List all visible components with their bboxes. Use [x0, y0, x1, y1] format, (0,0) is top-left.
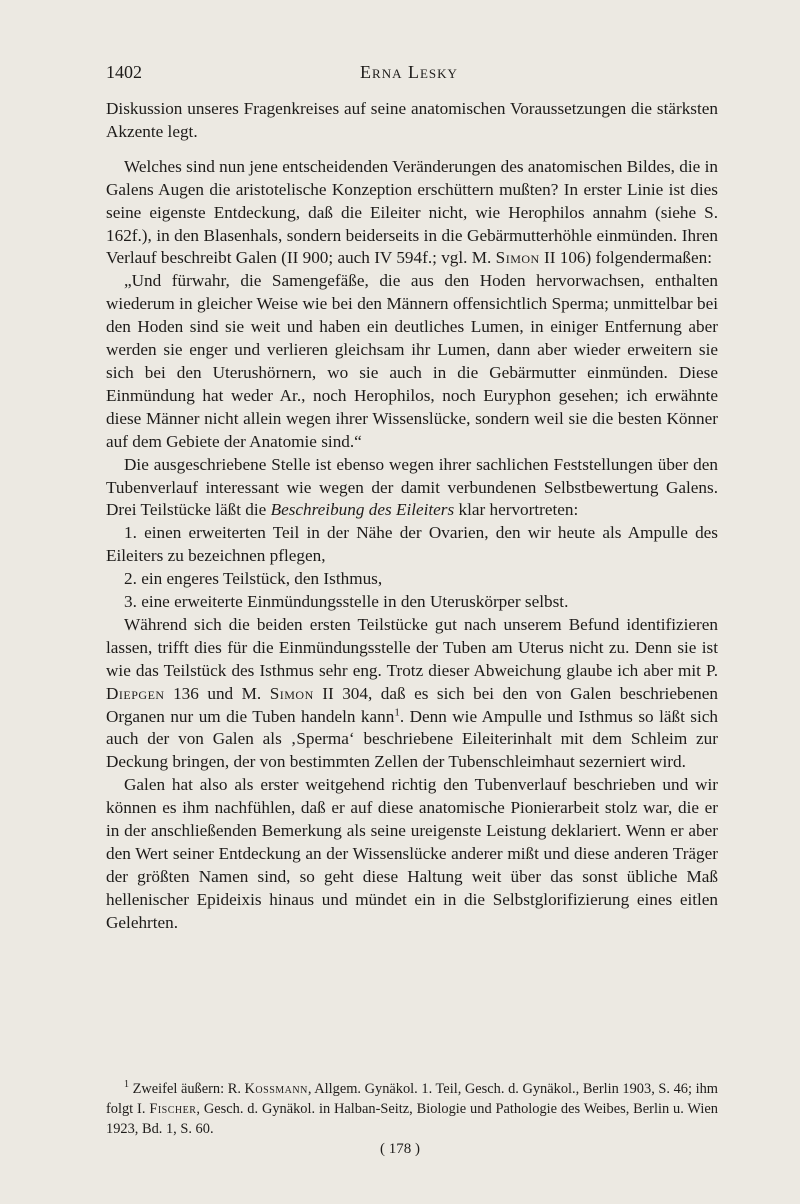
text-run: klar hervortreten:: [454, 500, 579, 520]
text-run: . Denn wie Ampulle und Isthmus so läßt sich auch der von Galen als ‚Sperma‘ beschriebene Eileiterinhalt mit dem Schleim zur Deckung bringen, der von bestimmten Zellen der Tubenschleimhaut sezerniert wird.: [106, 706, 718, 772]
page-footer: ( 178 ): [380, 1141, 420, 1157]
paragraph: [106, 454, 718, 523]
text-run: II 304, daß es sich bei den von Galen beschriebenen Organen nur um die Tuben handeln kann: [106, 683, 718, 726]
text-run: Zweifel äußern: R.: [129, 1081, 245, 1097]
paragraph: Diskussion unseres Fragenkreises auf seine anatomischen Voraussetzungen die stärksten Akzente legt.: [106, 99, 718, 141]
text-run: , Allgem. Gynäkol. 1. Teil, Gesch. d. Gynäkol., Berlin 1903, S. 46; ihm folgt I.: [106, 1081, 718, 1117]
text-run: Welches sind nun jene entscheidenden Veränderungen des anatomischen Bildes, die in Galens Augen die aristotelische Konzeption erschüttern mußten? In erster Linie ist dies seine eigenste Entdeckung, daß die Eileiter nicht, wie Herophilos annahm (siehe S. 162f.), in den Blasenhals, sondern beiderseits in die Gebärmutterhöhle einmünden. Ihren Verlauf beschreibt Galen (II 900; auch IV 594f.; vgl. M.: [106, 156, 718, 268]
main-text: [106, 98, 718, 935]
text-run: , Gesch. d. Gynäkol. in Halban-Seitz, Biologie und Pathologie des Weibes, Berlin u. Wien 1923, Bd. 1, S. 60.: [106, 1101, 719, 1137]
emphasis: Beschreibung des Eileiters: [270, 500, 455, 520]
footnote: [106, 1079, 718, 1139]
page-header: [106, 62, 712, 86]
author-name: Kossmann: [244, 1081, 308, 1097]
author-name: Fischer: [149, 1101, 197, 1117]
author-name: Diepgen: [106, 683, 165, 703]
text-run: II 106) folgendermaßen:: [539, 248, 712, 268]
paragraph: Galen hat also als erster weitgehend richtig den Tubenverlauf beschrieben und wir können es ihm nachfühlen, daß er auf diese anatomische Pionierarbeit stolz war, die er in der anschließenden Bemerkung als seine ureigenste Leistung deklariert. Wenn er aber den Wert seiner Entdeckung an der Wissenslücke anderer mißt und diese anderen Träger der größten Namen sind, so geht diese Haltung weit über das sonst übliche Maß hellenischer Epideixis hinaus und mündet ein in die Selbstglorifizierung eines eitlen Gelehrten.: [106, 775, 718, 932]
text-run: Während sich die beiden ersten Teilstücke gut nach unserem Befund identifizieren lassen, trifft dies für die Einmündungsstelle der Tuben am Uterus nicht zu. Denn sie ist wie das Teilstück des Isthmus sehr eng. Trotz dieser Abweichung glaube ich aber mit P.: [106, 614, 718, 680]
quotation-paragraph: „Und fürwahr, die Samengefäße, die aus den Hoden hervorwachsen, enthalten wiederum in gleicher Weise wie bei den Männern offensichtlich Sperma; unmittelbar bei den Hoden sind sie weit und haben ein deutliches Lumen, in einiger Entfernung aber werden sie enger und verlieren gleichsam ihr Lumen, dann aber wieder erweitern sie sich bei den Uterushörnern, wo sie auch in die Gebärmutter einmünden. Diese Einmündung hat weder Ar., noch Herophilos, noch Euryphon gesehen; ich erwähnte diese Männer nicht allein wegen ihrer Wissenslücke, sondern weil sie die besten Könner auf dem Gebiete der Anatomie sind.“: [106, 271, 718, 451]
paragraph: [106, 156, 718, 271]
text-run: 136 und M.: [164, 683, 270, 703]
list-item: 3. eine erweiterte Einmündungsstelle in den Uteruskörper selbst.: [124, 592, 569, 612]
list-item: 2. ein engeres Teilstück, den Isthmus,: [124, 569, 383, 589]
text-run: Die ausgeschriebene Stelle ist ebenso wegen ihrer sachlichen Feststellungen über den Tubenverlauf interessant wie wegen der damit verbundenen Selbstbewertung Galens. Drei Teilstücke läßt die: [106, 454, 718, 520]
page-number: 1402: [106, 62, 142, 82]
author-name: Simon: [269, 683, 314, 703]
footnote-reference[interactable]: 1: [394, 705, 400, 718]
author-name: Simon: [495, 248, 540, 268]
paragraph: [106, 614, 718, 774]
list-item: 1. einen erweiterten Teil in der Nähe der Ovarien, den wir heute als Ampulle des Eileiters zu bezeichnen pflegen,: [106, 523, 718, 566]
footnote-marker: 1: [124, 1079, 129, 1091]
running-head: Erna Lesky: [360, 62, 458, 82]
